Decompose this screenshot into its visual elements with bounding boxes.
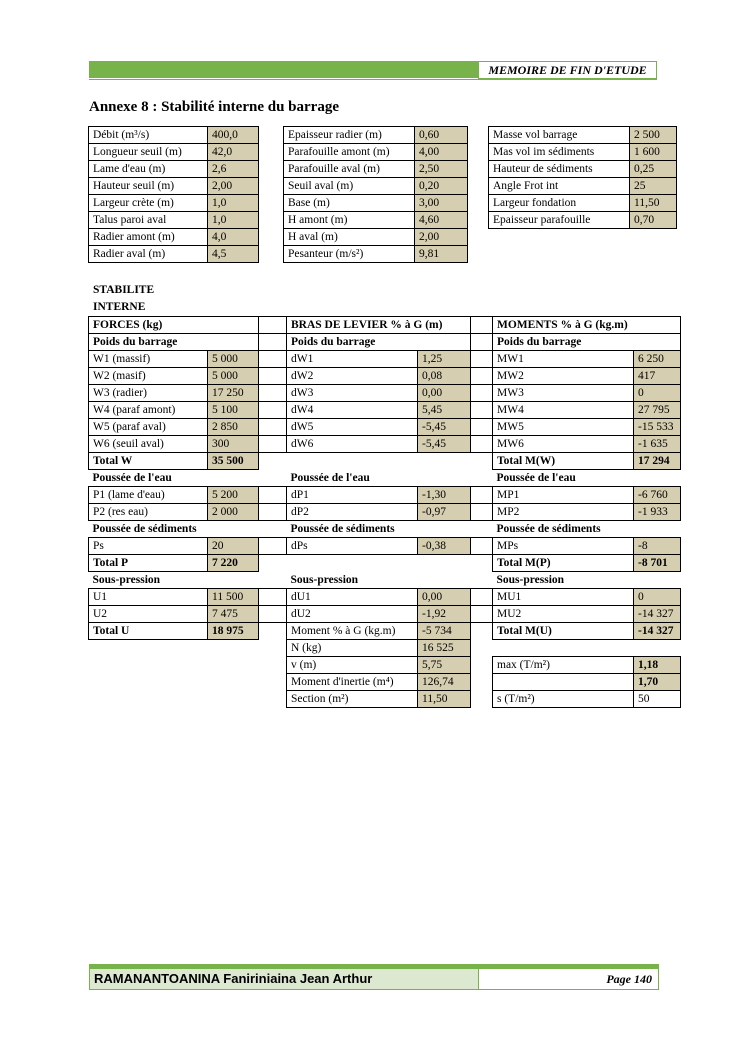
summary-label: N (kg) [287, 640, 418, 657]
force-label: W6 (seuil aval) [89, 436, 208, 453]
input-value: 2,00 [208, 178, 259, 195]
spacer [259, 555, 287, 572]
stab-label-1: STABILITE [93, 284, 155, 296]
table-row [89, 657, 681, 674]
table-row [89, 351, 681, 368]
force-value: 5 100 [208, 402, 259, 419]
spacer [471, 504, 493, 521]
input-value: 0,60 [415, 127, 468, 144]
spacer [471, 521, 493, 538]
header-title: MEMOIRE DE FIN D'ETUDE [478, 61, 657, 79]
bras-value: -0,38 [418, 538, 471, 555]
spacer [471, 674, 493, 691]
input-value: 25 [630, 178, 677, 195]
total-label: Total U [89, 623, 208, 640]
spacer [259, 351, 287, 368]
bras-value: 0,08 [418, 368, 471, 385]
empty-cell [418, 453, 471, 470]
force-value: 17 250 [208, 385, 259, 402]
summary-value: 16 525 [418, 640, 471, 657]
spacer [471, 419, 493, 436]
input-value: 2,00 [415, 229, 468, 246]
moment-label: MW3 [493, 385, 634, 402]
section-label: Poids du barrage [287, 334, 471, 351]
input-row [284, 178, 468, 195]
input-value: 1,0 [208, 195, 259, 212]
empty-cell [89, 674, 208, 691]
total-value: -14 327 [634, 623, 681, 640]
spacer [259, 385, 287, 402]
input-row [489, 144, 677, 161]
input-value: 2,6 [208, 161, 259, 178]
spacer [259, 572, 287, 589]
input-value: 3,00 [415, 195, 468, 212]
moment-label: MW6 [493, 436, 634, 453]
input-label: Seuil aval (m) [284, 178, 415, 195]
spacer [471, 470, 493, 487]
force-label: W4 (paraf amont) [89, 402, 208, 419]
spacer [471, 623, 493, 640]
spacer [259, 657, 287, 674]
input-label: H aval (m) [284, 229, 415, 246]
section-label: Sous-pression [290, 573, 359, 586]
sigma-s-label: s (T/m²) [493, 691, 634, 708]
spacer [471, 572, 493, 589]
spacer [259, 674, 287, 691]
empty-cell [287, 453, 418, 470]
spacer [259, 538, 287, 555]
bras-label: dPs [287, 538, 418, 555]
force-value: 7 475 [208, 606, 259, 623]
moment-label: MW2 [493, 368, 634, 385]
input-label: Largeur crète (m) [89, 195, 208, 212]
spacer [259, 402, 287, 419]
moment-label: MPs [493, 538, 634, 555]
input-row [284, 127, 468, 144]
spacer [259, 487, 287, 504]
force-value: 300 [208, 436, 259, 453]
force-value: 11 500 [208, 589, 259, 606]
table-row [89, 317, 681, 334]
force-label: P2 (res eau) [89, 504, 208, 521]
input-label: Radier aval (m) [89, 246, 208, 263]
table-row [89, 385, 681, 402]
bras-value: -1,92 [418, 606, 471, 623]
empty-cell [89, 657, 208, 674]
input-value: 4,0 [208, 229, 259, 246]
spacer [471, 436, 493, 453]
moment-value: 27 795 [634, 402, 681, 419]
inputs-table-2 [283, 126, 468, 263]
spacer [471, 555, 493, 572]
spacer [259, 691, 287, 708]
input-row [284, 144, 468, 161]
inputs-table-1 [88, 126, 259, 263]
spacer [259, 419, 287, 436]
force-value: 2 000 [208, 504, 259, 521]
spacer [471, 317, 493, 334]
input-value: 0,20 [415, 178, 468, 195]
summary-label: Moment d'inertie (m⁴) [287, 674, 418, 691]
moment-value: 417 [634, 368, 681, 385]
force-value: 2 850 [208, 419, 259, 436]
spacer [471, 640, 493, 657]
input-row [89, 195, 259, 212]
input-value: 11,50 [630, 195, 677, 212]
spacer [259, 623, 287, 640]
force-label: U2 [89, 606, 208, 623]
summary-label: v (m) [287, 657, 418, 674]
stability-table [88, 316, 681, 708]
moments-header: MOMENTS % à G (kg.m) [493, 317, 681, 334]
table-row [89, 674, 681, 691]
empty-cell [208, 657, 259, 674]
empty-cell [418, 555, 471, 572]
input-label: Radier amont (m) [89, 229, 208, 246]
spacer [259, 504, 287, 521]
input-row [89, 144, 259, 161]
input-row [489, 127, 677, 144]
force-label: W5 (paraf aval) [89, 419, 208, 436]
input-value: 9,81 [415, 246, 468, 263]
table-row [89, 606, 681, 623]
bras-label: dW1 [287, 351, 418, 368]
moment-label: MU2 [493, 606, 634, 623]
bras-value: -5,45 [418, 436, 471, 453]
page-title: Annexe 8 : Stabilité interne du barrage [89, 99, 339, 115]
force-value: 5 200 [208, 487, 259, 504]
summary-value: -5 734 [418, 623, 471, 640]
total-label: Total P [89, 555, 208, 572]
input-value: 2,50 [415, 161, 468, 178]
sigma-max-value: 1,18 [634, 657, 681, 674]
bras-value: -0,97 [418, 504, 471, 521]
bras-value: 1,25 [418, 351, 471, 368]
input-value: 2 500 [630, 127, 677, 144]
input-value: 1 600 [630, 144, 677, 161]
bras-label: dW6 [287, 436, 418, 453]
section-label: Poussée de l'eau [92, 472, 172, 484]
input-row [489, 178, 677, 195]
summary-label: Moment % à G (kg.m) [287, 623, 418, 640]
input-label: Débit (m³/s) [89, 127, 208, 144]
spacer [471, 538, 493, 555]
header-rule [89, 79, 657, 80]
empty-cell [89, 640, 208, 657]
input-value: 4,60 [415, 212, 468, 229]
table-row [89, 487, 681, 504]
empty-cell [208, 640, 259, 657]
spacer [471, 487, 493, 504]
force-label: W1 (massif) [89, 351, 208, 368]
input-label: Pesanteur (m/s²) [284, 246, 415, 263]
spacer [471, 334, 493, 351]
sigma-s-value: 50 [634, 691, 681, 708]
input-label: Talus paroi aval [89, 212, 208, 229]
moment-label: MU1 [493, 589, 634, 606]
input-row [89, 127, 259, 144]
spacer [259, 368, 287, 385]
moment-label: MW4 [493, 402, 634, 419]
table-row [89, 453, 681, 470]
total-label: Total M(P) [493, 555, 634, 572]
table-row [89, 572, 681, 589]
input-row [489, 195, 677, 212]
summary-value: 11,50 [418, 691, 471, 708]
spacer [471, 691, 493, 708]
spacer [259, 521, 287, 538]
spacer [471, 606, 493, 623]
input-value: 1,0 [208, 212, 259, 229]
sigma-second-value: 1,70 [634, 674, 681, 691]
bras-label: dP2 [287, 504, 418, 521]
spacer [259, 640, 287, 657]
total-value: -8 701 [634, 555, 681, 572]
table-row [89, 589, 681, 606]
input-row [489, 161, 677, 178]
bras-value: 0,00 [418, 589, 471, 606]
footer-page-number: Page 140 [606, 972, 652, 986]
table-row [89, 436, 681, 453]
total-label: Total M(U) [493, 623, 634, 640]
section-label: Poussée de l'eau [290, 471, 370, 484]
sigma-blank [493, 674, 634, 691]
input-label: Lame d'eau (m) [89, 161, 208, 178]
table-row [89, 555, 681, 572]
spacer [471, 402, 493, 419]
table-row [89, 504, 681, 521]
empty-cell [208, 691, 259, 708]
spacer [259, 453, 287, 470]
input-label: Hauteur de sédiments [489, 161, 630, 178]
input-label: Parafouille aval (m) [284, 161, 415, 178]
moment-value: -1 933 [634, 504, 681, 521]
bras-value: -1,30 [418, 487, 471, 504]
input-row [284, 246, 468, 263]
inputs-table-3 [488, 126, 677, 229]
input-row [89, 178, 259, 195]
moment-value: 0 [634, 589, 681, 606]
total-value: 7 220 [208, 555, 259, 572]
force-label: U1 [89, 589, 208, 606]
section-label: Poussée de sédiments [92, 523, 197, 535]
section-label: Poussée de l'eau [496, 472, 576, 484]
spacer [259, 589, 287, 606]
force-label: W2 (masif) [89, 368, 208, 385]
table-row [89, 521, 681, 538]
input-row [89, 212, 259, 229]
spacer [259, 606, 287, 623]
table-row [89, 623, 681, 640]
total-label: Total W [89, 453, 208, 470]
force-value: 20 [208, 538, 259, 555]
bras-value: 0,00 [418, 385, 471, 402]
bras-label: dU2 [287, 606, 418, 623]
total-label: Total M(W) [493, 453, 634, 470]
footer-box [89, 968, 659, 990]
force-label: P1 (lame d'eau) [89, 487, 208, 504]
input-row [284, 195, 468, 212]
moment-value: -1 635 [634, 436, 681, 453]
table-row [89, 691, 681, 708]
total-value: 17 294 [634, 453, 681, 470]
total-value: 18 975 [208, 623, 259, 640]
moment-value: 0 [634, 385, 681, 402]
input-value: 400,0 [208, 127, 259, 144]
input-label: Epaisseur radier (m) [284, 127, 415, 144]
spacer [259, 436, 287, 453]
table-row [89, 334, 681, 351]
summary-value: 5,75 [418, 657, 471, 674]
input-label: Mas vol im sédiments [489, 144, 630, 161]
empty-cell [634, 640, 681, 657]
spacer [471, 351, 493, 368]
force-value: 5 000 [208, 351, 259, 368]
table-row [89, 470, 681, 487]
input-label: Longueur seuil (m) [89, 144, 208, 161]
footer-author: RAMANANTOANINA Faniriniaina Jean Arthur [90, 969, 478, 989]
summary-value: 126,74 [418, 674, 471, 691]
table-row [89, 640, 681, 657]
forces-header: FORCES (kg) [89, 317, 259, 334]
bras-label: dP1 [287, 487, 418, 504]
empty-cell [287, 555, 418, 572]
spacer [471, 368, 493, 385]
empty-cell [208, 674, 259, 691]
bras-value: -5,45 [418, 419, 471, 436]
section-label: Poids du barrage [493, 334, 681, 351]
moment-value: -6 760 [634, 487, 681, 504]
spacer [471, 657, 493, 674]
empty-cell [493, 640, 634, 657]
input-row [489, 212, 677, 229]
bras-value: 5,45 [418, 402, 471, 419]
table-row [89, 402, 681, 419]
bras-label: dU1 [287, 589, 418, 606]
footer-divider [478, 969, 479, 989]
input-row [89, 229, 259, 246]
section-label: Poussée de sédiments [496, 523, 601, 535]
table-row [89, 538, 681, 555]
spacer [259, 317, 287, 334]
input-label: Epaisseur parafouille [489, 212, 630, 229]
table-row [89, 419, 681, 436]
input-label: Largeur fondation [489, 195, 630, 212]
spacer [259, 334, 287, 351]
bras-label: dW2 [287, 368, 418, 385]
spacer [471, 385, 493, 402]
spacer [471, 589, 493, 606]
moment-label: MW5 [493, 419, 634, 436]
bras-label: dW3 [287, 385, 418, 402]
input-value: 42,0 [208, 144, 259, 161]
moment-label: MW1 [493, 351, 634, 368]
section-label: Poussée de sédiments [290, 523, 395, 535]
input-row [89, 161, 259, 178]
input-value: 4,5 [208, 246, 259, 263]
moment-label: MP2 [493, 504, 634, 521]
input-label: H amont (m) [284, 212, 415, 229]
input-label: Parafouille amont (m) [284, 144, 415, 161]
bras-label: dW4 [287, 402, 418, 419]
bras-header: BRAS DE LEVIER % à G (m) [287, 317, 471, 334]
input-label: Hauteur seuil (m) [89, 178, 208, 195]
input-value: 4,00 [415, 144, 468, 161]
force-value: 5 000 [208, 368, 259, 385]
input-value: 0,25 [630, 161, 677, 178]
bras-label: dW5 [287, 419, 418, 436]
input-value: 0,70 [630, 212, 677, 229]
moment-label: MP1 [493, 487, 634, 504]
input-row [284, 212, 468, 229]
spacer [259, 470, 287, 487]
force-label: W3 (radier) [89, 385, 208, 402]
input-row [89, 246, 259, 263]
spacer [471, 453, 493, 470]
empty-cell [89, 691, 208, 708]
input-label: Angle Frot int [489, 178, 630, 195]
input-label: Base (m) [284, 195, 415, 212]
moment-value: -8 [634, 538, 681, 555]
moment-value: -15 533 [634, 419, 681, 436]
input-row [284, 161, 468, 178]
moment-value: -14 327 [634, 606, 681, 623]
force-label: Ps [89, 538, 208, 555]
input-label: Masse vol barrage [489, 127, 630, 144]
section-label: Poids du barrage [89, 334, 259, 351]
moment-value: 6 250 [634, 351, 681, 368]
total-value: 35 500 [208, 453, 259, 470]
table-row [89, 368, 681, 385]
section-label: Sous-pression [92, 574, 161, 586]
input-row [284, 229, 468, 246]
summary-label: Section (m²) [287, 691, 418, 708]
stab-label-2: INTERNE [93, 301, 146, 313]
section-label: Sous-pression [496, 574, 565, 586]
sigma-max-label: max (T/m²) [493, 657, 634, 674]
